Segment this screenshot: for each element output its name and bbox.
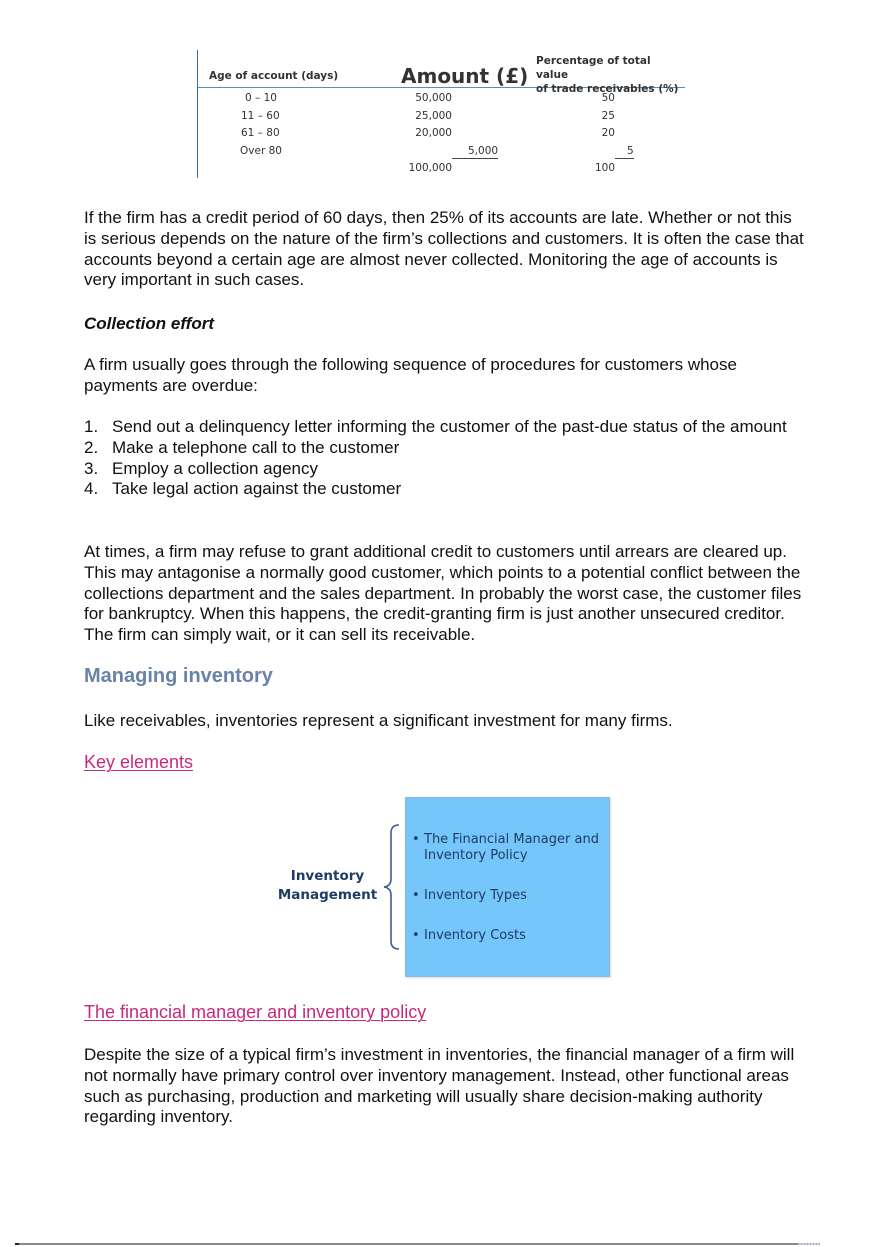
cell-age: Over 80: [240, 144, 282, 157]
list-item: 2. Make a telephone call to the customer: [84, 437, 400, 457]
curly-brace-icon: [381, 823, 401, 951]
inventory-management-diagram: [270, 790, 620, 985]
header-percent: Percentage of total value of trade receivables (%): [536, 55, 679, 95]
heading-financial-manager-policy: The financial manager and inventory policy: [84, 1002, 427, 1022]
total-percent: 100: [594, 162, 615, 174]
paragraph-collection-intro: A firm usually goes through the following sequence of procedures for customers whose payments are overdue:: [84, 355, 737, 395]
total-amount: 100,000: [408, 162, 452, 174]
cell-age: 11 – 60: [241, 109, 280, 122]
cell-percent: 50: [601, 92, 615, 104]
paragraph-inventory-intro: Like receivables, inventories represent a significant investment for many firms.: [84, 711, 673, 730]
page-bottom-rule-end: [798, 1243, 820, 1245]
cell-age: 0 – 10: [245, 92, 277, 104]
cell-percent: 25: [601, 109, 615, 122]
bullet-icon: •: [412, 832, 420, 847]
cell-amount: 5,000: [452, 144, 498, 159]
heading-managing-inventory: Managing inventory: [84, 665, 273, 687]
page-bottom-rule-start: [15, 1243, 19, 1245]
diagram-label: Inventory Management: [277, 868, 378, 903]
collection-steps-list: [84, 417, 804, 500]
cell-amount: 50,000: [415, 92, 452, 104]
page-bottom-rule: [16, 1243, 798, 1245]
diagram-item: • Inventory Types: [412, 888, 527, 903]
table-header: [198, 50, 685, 95]
table-row: [198, 109, 685, 126]
aging-schedule-table: [197, 50, 685, 178]
diagram-item: • Inventory Costs: [412, 928, 526, 943]
list-item: 4. Take legal action against the customer: [84, 479, 402, 499]
diagram-items-box: [405, 797, 610, 977]
diagram-item: • The Financial Manager and Inventory Policy: [412, 832, 599, 863]
paragraph-late-accounts: If the firm has a credit period of 60 days, then 25% of its accounts are late. Whether or not this is serious depends on the nature of the firm’s collections and customers. It is often the case that accounts beyond a certain age are almost never collected. Monitoring the age of accounts is very important in such cases.: [84, 208, 804, 290]
paragraph-refuse-credit: At times, a firm may refuse to grant additional credit to customers until arrears are cleared up. This may antagonise a normally good customer, which points to a potential conflict between the collections department and the sales department. In probably the worst case, the customer files for bankruptcy. When this happens, the credit-granting firm is just another unsecured creditor. The firm can simply wait, or it can sell its receivable.: [84, 542, 802, 645]
cell-amount: 20,000: [415, 127, 452, 139]
table-row: [198, 144, 685, 161]
bullet-icon: •: [412, 888, 420, 903]
list-item: 3. Employ a collection agency: [84, 458, 319, 478]
header-age: Age of account (days): [209, 70, 339, 82]
paragraph-financial-manager: Despite the size of a typical firm’s investment in inventories, the financial manager of a firm will not normally have primary control over inventory management. Instead, other functional areas such as purchasing, production and marketing will usually share decision-making authority regarding inventory.: [84, 1045, 795, 1127]
cell-amount: 25,000: [415, 109, 452, 122]
table-total-row: [198, 161, 685, 178]
list-item: 1. Send out a delinquency letter informing the customer of the past-due status of the amount: [84, 417, 787, 436]
cell-percent: 5: [615, 144, 634, 159]
cell-percent: 20: [601, 127, 615, 139]
table-row: [198, 126, 685, 143]
heading-key-elements: Key elements: [84, 752, 194, 772]
subheading-collection-effort: Collection effort: [84, 314, 215, 333]
table-row: [198, 91, 685, 108]
cell-age: 61 – 80: [241, 127, 280, 139]
header-amount: Amount (£): [401, 64, 529, 88]
bullet-icon: •: [412, 928, 420, 943]
